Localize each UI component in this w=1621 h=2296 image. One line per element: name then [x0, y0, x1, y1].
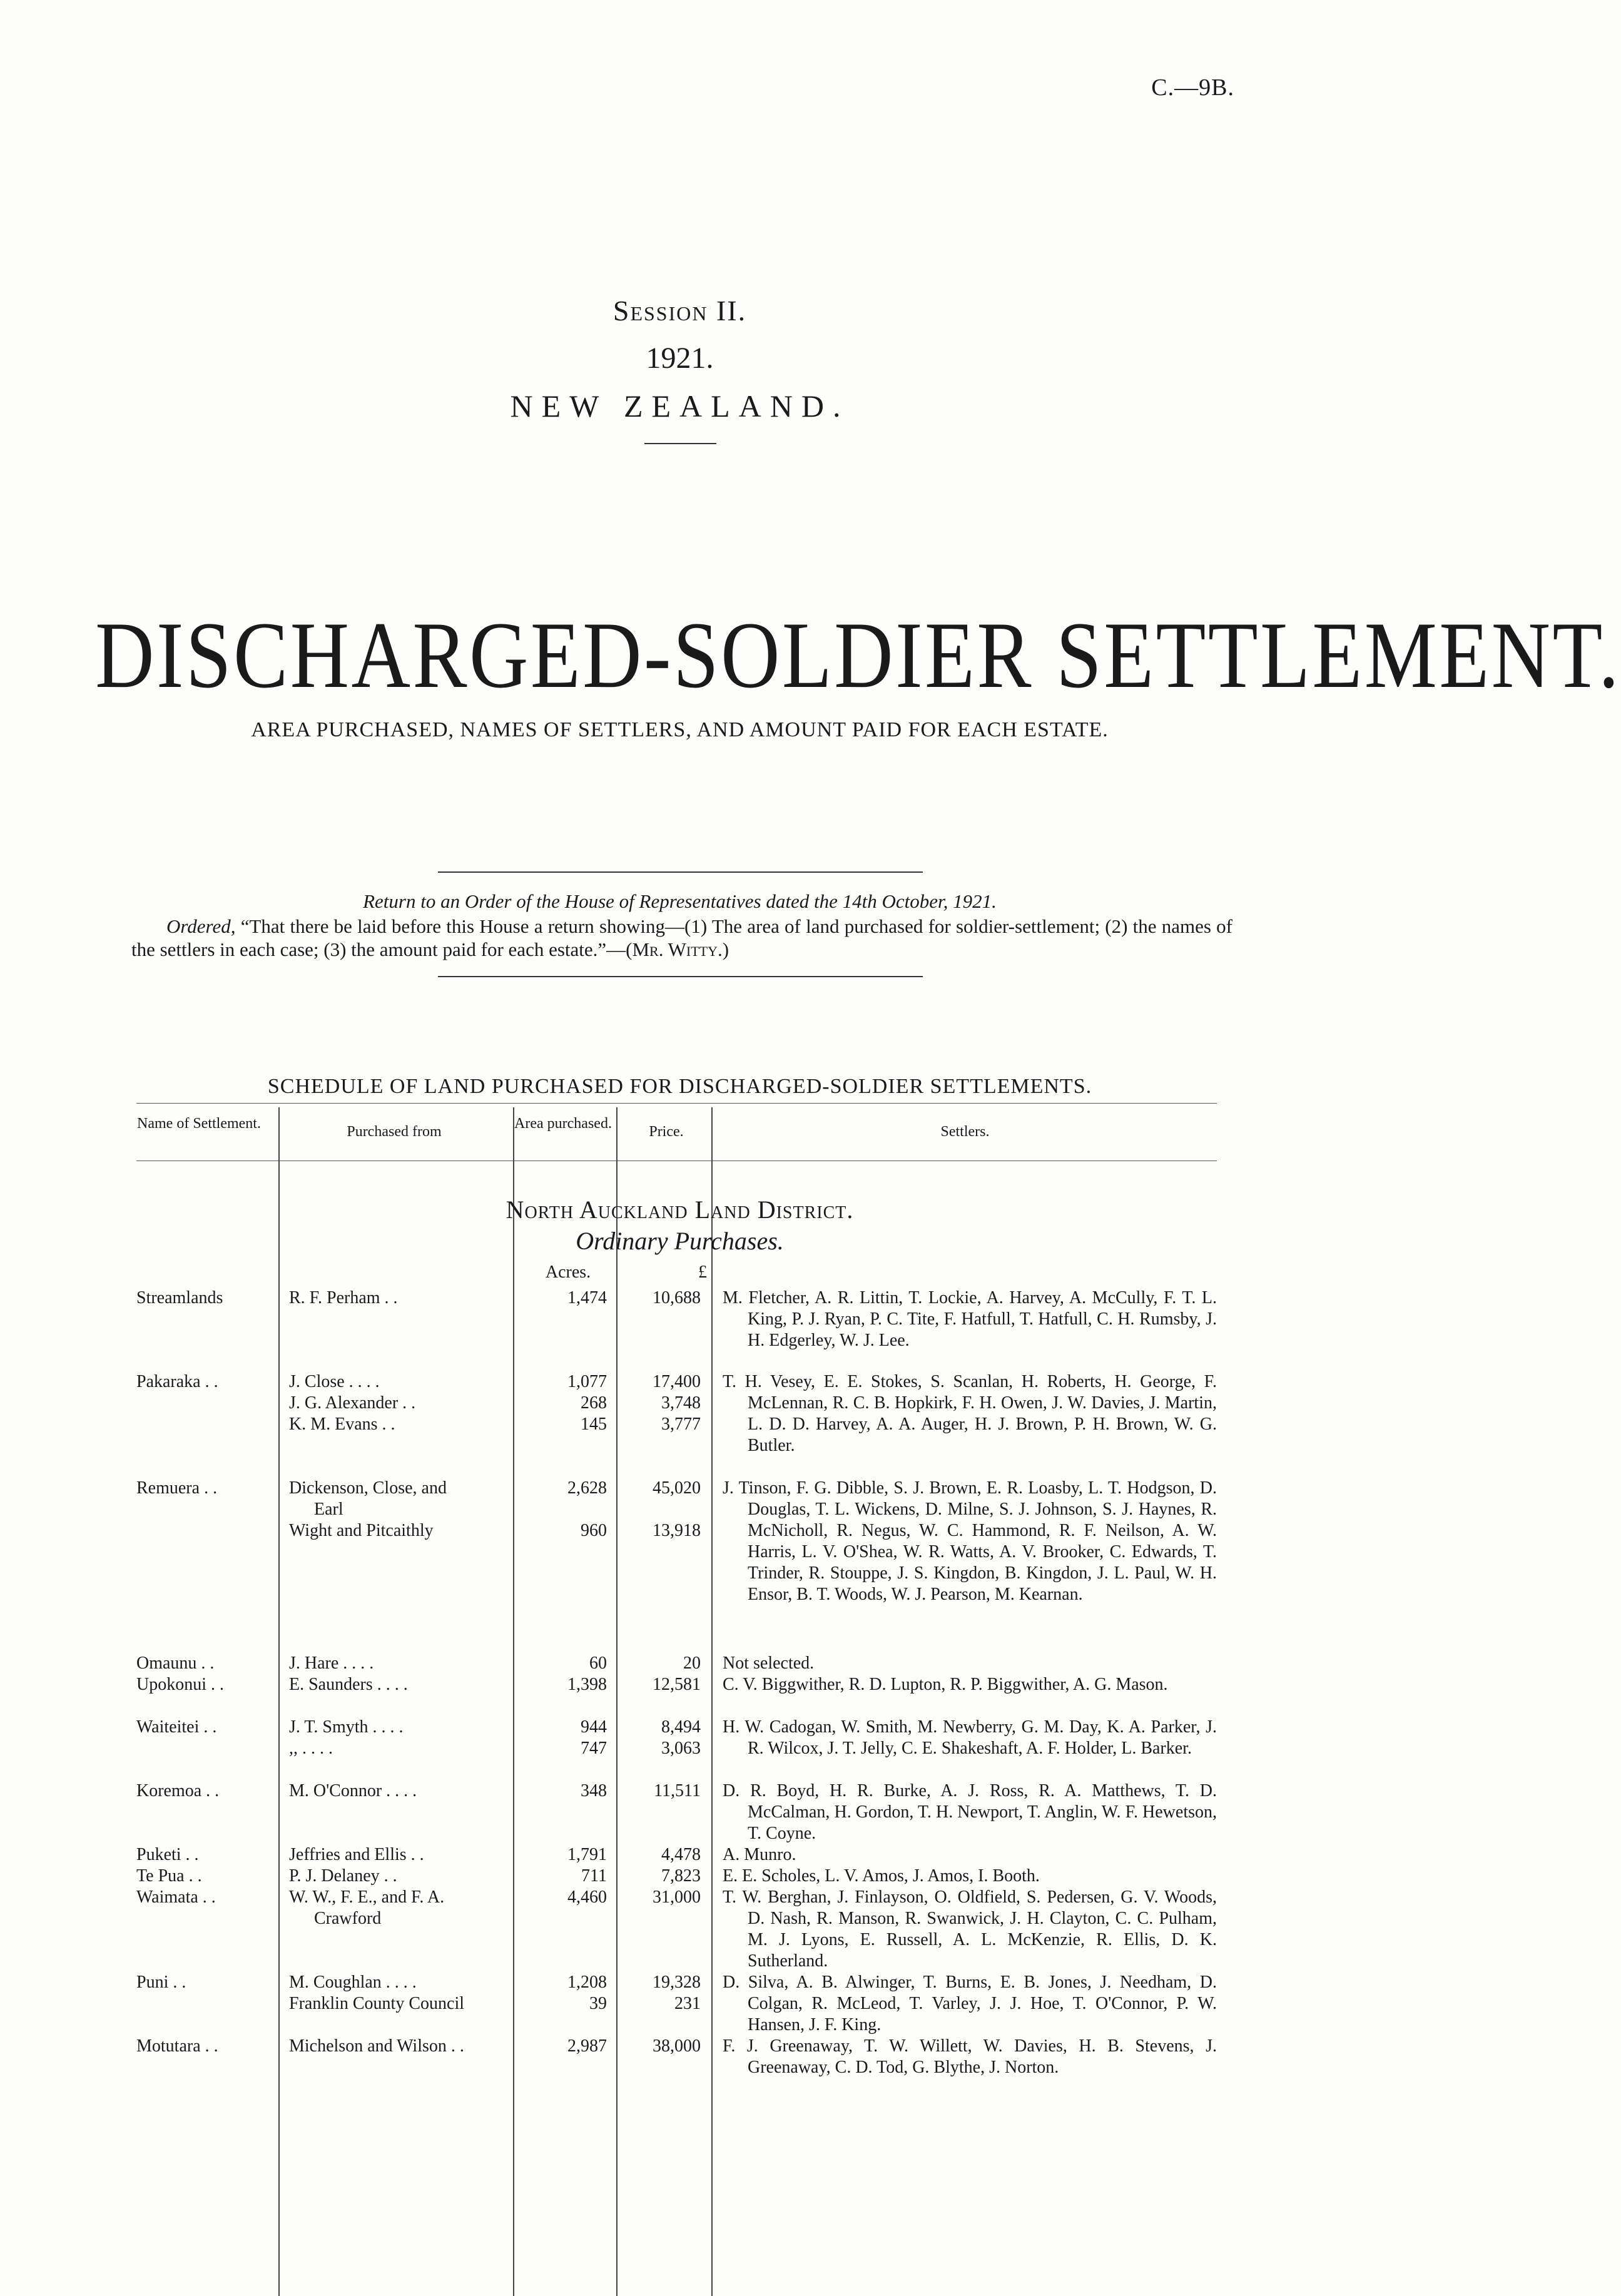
purchased-from: [289, 1972, 508, 2014]
header-price: Price.: [649, 1124, 684, 1140]
area-value: 711: [581, 1866, 607, 1886]
area-purchased: [519, 1780, 607, 1802]
settlers-list: D. R. Boyd, H. R. Burke, A. J. Ross, R. A. Matthews, T. D. McCalman, H. Gordon, T. H. Newport, T. Anglin, W. F. Hewetson, T. Coyne.: [723, 1781, 1217, 1843]
area-unit: Acres.: [545, 1262, 591, 1282]
area-purchased: [519, 1478, 607, 1542]
session-heading: Session II.: [612, 295, 747, 327]
country-heading: NEW ZEALAND.: [510, 389, 850, 424]
area-purchased: [519, 1288, 607, 1309]
settlement-name: Remuera . .: [136, 1478, 218, 1498]
settlement-name: Puni . .: [136, 1973, 186, 1992]
settlers-list: J. Tinson, F. G. Dibble, S. J. Brown, E. R. Loasby, L. T. Hodgson, D. Douglas, T. L. Wickens, D. Milne, S. J. Johnson, S. J. Haynes, R. McNicholl, R. Negus, W. C. Hammond, R. F. Neilson, A. W. Harris, L. V. O'Shea, W. R. Watts, A. V. Brooker, C. Edwards, T. Trinder, R. Stouppe, J. S. Kingdon, B. Kingdon, J. L. Paul, W. H. Ensor, B. T. Woods, W. J. Pearson, M. Kearnan.: [723, 1478, 1217, 1604]
ordered-member: Mr. Witty: [632, 938, 718, 960]
area-purchased: [519, 1717, 607, 1759]
purchased-from-line: K. M. Evans . .: [289, 1415, 395, 1434]
settlers-list: Not selected.: [723, 1653, 815, 1673]
price: [613, 1478, 701, 1542]
purchased-from: [289, 2036, 508, 2057]
header-divider: [644, 443, 716, 444]
header-settlement-name: Name of Settlement.: [137, 1115, 261, 1132]
settlers-list: A. Munro.: [723, 1845, 796, 1864]
price-value: 38,000: [653, 2036, 701, 2056]
ordered-close: .): [718, 938, 729, 960]
area-purchased: [519, 2036, 607, 2057]
settlers-list: T. W. Berghan, J. Finlayson, O. Oldfield, S. Pedersen, G. V. Woods, D. Nash, R. Manson, R. Swanwick, J. H. Clayton, C. C. Pulham, M. J. Lyons, E. Russell, A. L. McKenzie, R. Ellis, D. K. Sutherland.: [723, 1887, 1217, 1971]
purchased-from: [289, 1478, 508, 1542]
price-value: [613, 1499, 701, 1520]
price: [613, 1371, 701, 1435]
district-heading: North Auckland Land District.: [506, 1196, 854, 1224]
price-value: 3,063: [661, 1739, 701, 1758]
price: [613, 1717, 701, 1759]
area-value: 960: [581, 1521, 607, 1540]
column-divider-2: [513, 1107, 514, 2296]
settlement-name: Puketi . .: [136, 1845, 199, 1864]
year-heading: 1921.: [646, 342, 714, 375]
price-value: 11,511: [654, 1781, 701, 1801]
area-purchased: [519, 1887, 607, 1908]
purchased-from: [289, 1887, 508, 1929]
price: [613, 1844, 701, 1866]
purchased-from-line: Dickenson, Close, and: [289, 1478, 447, 1498]
settlement-name: Omaunu . .: [136, 1653, 215, 1673]
column-divider-3: [616, 1107, 617, 2296]
purchased-from-line: R. F. Perham . .: [289, 1288, 398, 1308]
price: [613, 1866, 701, 1887]
settlement-name: Waiteitei . .: [136, 1717, 217, 1737]
area-purchased: [519, 1371, 607, 1435]
price: [613, 1972, 701, 2014]
purchased-from-line: J. G. Alexander . .: [289, 1393, 416, 1413]
return-order-line: Return to an Order of the House of Representatives dated the 14th October, 1921.: [363, 890, 997, 912]
ordered-text: “That there be laid before this House a return showing—(1) The area of land purchased for soldier-settlement; (2) the names of the settlers in each case; (3) the amount paid for each estate.”—(: [131, 915, 1232, 960]
area-value: 2,987: [567, 2036, 607, 2056]
settlement-name: Streamlands: [136, 1288, 223, 1308]
settlement-name: Koremoa . .: [136, 1781, 220, 1801]
area-value: 1,077: [567, 1372, 607, 1391]
column-divider-4: [711, 1107, 713, 2296]
purchased-from-line: Jeffries and Ellis . .: [289, 1845, 424, 1864]
purchased-from: [289, 1288, 508, 1309]
purchased-from-line: P. J. Delaney . .: [289, 1866, 397, 1886]
price-value: 17,400: [653, 1372, 701, 1391]
return-top-divider: [438, 871, 923, 873]
area-value: [519, 1499, 607, 1520]
purchase-type-heading: Ordinary Purchases.: [576, 1227, 784, 1255]
purchased-from-line: Crawford: [314, 1909, 382, 1928]
settlement-name: Waimata . .: [136, 1887, 216, 1907]
area-value: 944: [581, 1717, 607, 1737]
price: [613, 1780, 701, 1802]
settlement-name: Pakaraka . .: [136, 1372, 218, 1391]
settlers-list: H. W. Cadogan, W. Smith, M. Newberry, G. M. Day, K. A. Parker, J. R. Wilcox, J. T. Jelly, C. E. Shakeshaft, A. F. Holder, L. Barker.: [723, 1717, 1217, 1758]
area-purchased: [519, 1844, 607, 1866]
price-value: 19,328: [653, 1973, 701, 1992]
area-value: 747: [581, 1739, 607, 1758]
purchased-from-line: Michelson and Wilson . .: [289, 2036, 464, 2056]
purchased-from-line: J. T. Smyth . . . .: [289, 1717, 404, 1737]
ordered-lead: Ordered,: [166, 915, 236, 937]
area-value: 348: [581, 1781, 607, 1801]
purchased-from-line: W. W., F. E., and F. A.: [289, 1887, 445, 1907]
price: [613, 1674, 701, 1695]
price-value: 45,020: [653, 1478, 701, 1498]
settlers-list: D. Silva, A. B. Alwinger, T. Burns, E. B. Jones, J. Needham, D. Colgan, R. McLeod, T. Varley, J. J. Hoe, T. O'Connor, P. W. Hansen, J. F. King.: [723, 1973, 1217, 2034]
purchased-from-line: Wight and Pitcaithly: [289, 1521, 434, 1540]
settlement-name: Upokonui . .: [136, 1675, 224, 1694]
purchased-from-line: Earl: [314, 1500, 343, 1519]
settlement-name: Motutara . .: [136, 2036, 218, 2056]
price-value: 7,823: [661, 1866, 701, 1886]
settlers-list: T. H. Vesey, E. E. Stokes, S. Scanlan, H. Roberts, H. George, F. McLennan, R. C. B. Hopkirk, F. H. Owen, J. W. Davies, J. Martin, L. D. D. Harvey, A. A. Auger, H. J. Brown, P. H. Brown, W. G. Butler.: [723, 1372, 1217, 1455]
header-settlers: Settlers.: [940, 1124, 990, 1140]
purchased-from-line: Franklin County Council: [289, 1994, 464, 2013]
purchased-from-line: J. Close . . . .: [289, 1372, 380, 1391]
settlement-name: Te Pua . .: [136, 1866, 202, 1886]
price: [613, 1653, 701, 1674]
area-value: 1,474: [567, 1288, 607, 1308]
price-value: 12,581: [653, 1675, 701, 1694]
table-header-top-rule: [136, 1103, 1217, 1104]
document-title: DISCHARGED-SOLDIER SETTLEMENT.: [95, 602, 1621, 708]
price-value: 31,000: [653, 1887, 701, 1907]
purchased-from-line: M. O'Connor . . . .: [289, 1781, 417, 1801]
price: [613, 1887, 701, 1908]
area-value: 60: [589, 1653, 607, 1673]
price-value: 3,748: [661, 1393, 701, 1413]
purchased-from-line: E. Saunders . . . .: [289, 1675, 408, 1694]
area-value: 1,208: [567, 1973, 607, 1992]
area-value: 145: [581, 1415, 607, 1434]
purchased-from-line: J. Hare . . . .: [289, 1653, 374, 1673]
area-value: 1,791: [567, 1845, 607, 1864]
ordered-paragraph: [131, 915, 1232, 961]
purchased-from: [289, 1866, 508, 1887]
area-value: 1,398: [567, 1675, 607, 1694]
column-divider-1: [278, 1107, 280, 2296]
area-value: 2,628: [567, 1478, 607, 1498]
document-subtitle: AREA PURCHASED, NAMES OF SETTLERS, AND AMOUNT PAID FOR EACH ESTATE.: [251, 718, 1109, 741]
header-purchased-from: Purchased from: [347, 1124, 442, 1140]
settlers-list: M. Fletcher, A. R. Littin, T. Lockie, A. Harvey, A. McCully, F. T. L. King, P. J. Ryan, P. C. Tite, F. Hatfull, T. Hatfull, C. H. Rumsby, J. H. Edgerley, W. J. Lee.: [723, 1288, 1217, 1350]
area-value: 268: [581, 1393, 607, 1413]
area-purchased: [519, 1866, 607, 1887]
area-purchased: [519, 1674, 607, 1695]
price-value: 231: [674, 1994, 701, 2013]
purchased-from: [289, 1844, 508, 1866]
header-area-purchased: Area purchased.: [514, 1115, 612, 1132]
area-value: 4,460: [567, 1887, 607, 1907]
area-purchased: [519, 1653, 607, 1674]
price-value: 4,478: [661, 1845, 701, 1864]
settlers-list: C. V. Biggwither, R. D. Lupton, R. P. Biggwither, A. G. Mason.: [723, 1675, 1168, 1694]
purchased-from: [289, 1653, 508, 1674]
purchased-from-line: ,, . . . .: [289, 1739, 333, 1758]
page-reference: C.—9B.: [1151, 74, 1234, 101]
price: [613, 2036, 701, 2057]
price-unit: £: [698, 1262, 707, 1282]
purchased-from-line: M. Coughlan . . . .: [289, 1973, 417, 1992]
price: [613, 1288, 701, 1309]
price-value: 3,777: [661, 1415, 701, 1434]
purchased-from: [289, 1371, 508, 1435]
purchased-from: [289, 1717, 508, 1759]
settlers-list: E. E. Scholes, L. V. Amos, J. Amos, I. Booth.: [723, 1866, 1040, 1886]
schedule-title: SCHEDULE OF LAND PURCHASED FOR DISCHARGED-SOLDIER SETTLEMENTS.: [267, 1075, 1092, 1098]
price-value: 20: [683, 1653, 701, 1673]
price-value: 8,494: [661, 1717, 701, 1737]
price-value: 10,688: [653, 1288, 701, 1308]
settlers-list: F. J. Greenaway, T. W. Willett, W. Davies, H. B. Stevens, J. Greenaway, C. D. Tod, G. Blythe, J. Norton.: [723, 2036, 1217, 2077]
return-bottom-divider: [438, 976, 923, 977]
area-purchased: [519, 1972, 607, 2014]
price-value: 13,918: [653, 1521, 701, 1540]
purchased-from: [289, 1780, 508, 1802]
purchased-from: [289, 1674, 508, 1695]
area-value: 39: [589, 1994, 607, 2013]
